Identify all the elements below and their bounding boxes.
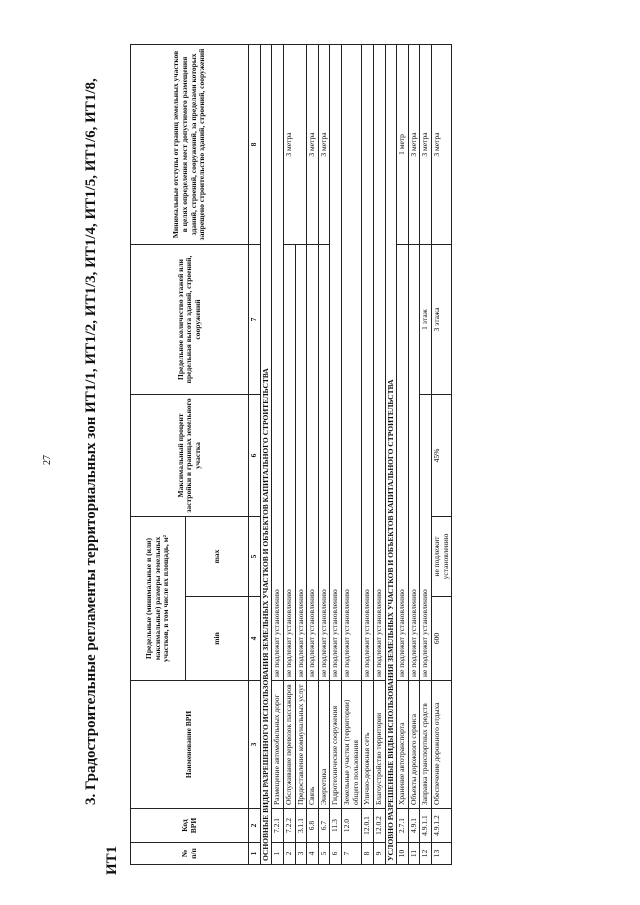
row-name: Гидротехнические сооружения bbox=[330, 681, 342, 809]
table-row bbox=[408, 44, 420, 864]
row-code: 12.0 bbox=[342, 809, 362, 843]
row-code: 2.7.1 bbox=[397, 809, 409, 843]
regulations-table bbox=[130, 44, 452, 865]
row-code: 3.1.1 bbox=[295, 809, 307, 843]
row-number: 9 bbox=[373, 843, 385, 865]
row-value: не подлежит установлению bbox=[307, 244, 319, 680]
row-name: Связь bbox=[307, 681, 319, 809]
row-name: Предоставление коммунальных услуг bbox=[295, 681, 307, 809]
row-number: 12 bbox=[420, 843, 432, 865]
header-max: max bbox=[186, 516, 249, 596]
header-build-percent: Максимальный процент застройки в границах земельного участка bbox=[131, 394, 249, 516]
row-code: 12.0.2 bbox=[373, 809, 385, 843]
table-row bbox=[272, 44, 284, 864]
col-number: 8 bbox=[249, 44, 261, 244]
row-floors: 3 этажа bbox=[432, 244, 452, 394]
row-name: Размещение автомобильных дорог bbox=[272, 681, 284, 809]
row-value: не подлежит установлению bbox=[373, 44, 385, 680]
row-value: не подлежит установлению bbox=[272, 44, 284, 680]
row-value: не подлежит установлению bbox=[283, 244, 295, 680]
document-title: 3. Градостроительные регламенты территориальных зон ИТ1/1, ИТ1/2, ИТ1/3, ИТ1/4, ИТ1/5, ИТ1/6, ИТ1/8, bbox=[83, 78, 99, 805]
row-name: Хранение автотранспорта bbox=[397, 681, 409, 809]
document-title-continued: ИТ1 bbox=[104, 845, 120, 875]
row-setback: 1 метр bbox=[397, 44, 409, 244]
table-row bbox=[397, 44, 409, 864]
row-value: не подлежит установлению bbox=[295, 244, 307, 680]
row-number: 10 bbox=[397, 843, 409, 865]
header-setback: Минимальные отступы от границ земельных участков в целях определения мест допустимого размещения зданий, строений, сооружений, за пределами которых запрещено строительство зданий, строений, сооружений bbox=[131, 44, 249, 244]
row-setback: 3 метра bbox=[420, 44, 432, 244]
row-code: 4.9.1.2 bbox=[432, 809, 452, 843]
col-number: 3 bbox=[249, 681, 261, 809]
header-min: min bbox=[186, 597, 249, 681]
row-code: 4.9.1 bbox=[408, 809, 420, 843]
table-row bbox=[420, 44, 432, 864]
row-number: 5 bbox=[318, 843, 330, 865]
col-number: 6 bbox=[249, 394, 261, 516]
table-row bbox=[432, 44, 452, 864]
row-code: 6.7 bbox=[318, 809, 330, 843]
col-number: 2 bbox=[249, 809, 261, 843]
table-row bbox=[362, 44, 374, 864]
row-name: Обслуживание перевозок пассажиров bbox=[283, 681, 295, 809]
row-number: 3 bbox=[295, 843, 307, 865]
header-code: Код ВРИ bbox=[131, 809, 249, 843]
col-number: 5 bbox=[249, 516, 261, 596]
row-code: 7.2.2 bbox=[283, 809, 295, 843]
row-value: не подлежит установлению bbox=[408, 244, 420, 680]
row-number: 1 bbox=[272, 843, 284, 865]
row-code: 4.9.1.1 bbox=[420, 809, 432, 843]
row-name: Обеспечение дорожного отдыха bbox=[432, 681, 452, 809]
section-row-conditional bbox=[385, 44, 397, 864]
row-code: 7.2.1 bbox=[272, 809, 284, 843]
row-max: не подлежит установлению bbox=[432, 516, 452, 596]
section-title: ОСНОВНЫЕ ВИДЫ РАЗРЕШЕННОГО ИСПОЛЬЗОВАНИЯ ЗЕМЕЛЬНЫХ УЧАСТКОВ И ОБЪЕКТОВ КАПИТАЛЬНОГО СТРОИТЕЛЬСТВА bbox=[260, 44, 272, 864]
row-setback: 3 метра bbox=[408, 44, 420, 244]
row-floors: 1 этаж bbox=[420, 244, 432, 394]
row-min: 600 bbox=[432, 597, 452, 681]
header-plot-size: Предельные (минимальные и (или) максимальные) размеры земельных участков, в том числе их площадь, м² bbox=[131, 516, 186, 680]
row-number: 8 bbox=[362, 843, 374, 865]
table-row bbox=[330, 44, 342, 864]
row-number: 11 bbox=[408, 843, 420, 865]
table-row bbox=[307, 44, 319, 864]
header-floors: Предельное количество этажей или предельная высота зданий, строений, сооружений bbox=[131, 244, 249, 394]
section-title: УСЛОВНО РАЗРЕШЕННЫЕ ВИДЫ ИСПОЛЬЗОВАНИЯ ЗЕМЕЛЬНЫХ УЧАСТКОВ И ОБЪЕКТОВ КАПИТАЛЬНОГО СТРОИТЕЛЬСТВА bbox=[385, 44, 397, 864]
column-number-row bbox=[249, 44, 261, 864]
col-number: 7 bbox=[249, 244, 261, 394]
row-number: 2 bbox=[283, 843, 295, 865]
header-name: Наименование ВРИ bbox=[131, 681, 249, 809]
row-number: 13 bbox=[432, 843, 452, 865]
row-number: 4 bbox=[307, 843, 319, 865]
row-setback: 3 метра bbox=[318, 44, 330, 244]
row-value: не подлежит установлению bbox=[318, 244, 330, 680]
row-code: 12.0.1 bbox=[362, 809, 374, 843]
row-name: Улично-дорожная сеть bbox=[362, 681, 374, 809]
page-number: 27 bbox=[42, 455, 53, 465]
row-number: 7 bbox=[342, 843, 362, 865]
row-name: Заправка транспортных средств bbox=[420, 681, 432, 809]
table-row bbox=[283, 44, 295, 864]
row-setback: 3 метра bbox=[307, 44, 319, 244]
row-name: Объекты дорожного сервиса bbox=[408, 681, 420, 809]
header-no: № п/п bbox=[131, 843, 249, 865]
table-row bbox=[318, 44, 330, 864]
table-row bbox=[342, 44, 362, 864]
section-row-main bbox=[260, 44, 272, 864]
row-value: не подлежит установлению bbox=[362, 44, 374, 680]
row-value: не подлежит установлению bbox=[397, 244, 409, 680]
row-value: не подлежит установлению bbox=[342, 44, 362, 680]
row-setback: 3 метра bbox=[432, 44, 452, 244]
row-number: 6 bbox=[330, 843, 342, 865]
row-code: 6.8 bbox=[307, 809, 319, 843]
row-value: не подлежит установлению bbox=[330, 44, 342, 680]
row-code: 11.3 bbox=[330, 809, 342, 843]
row-name: Энергетика bbox=[318, 681, 330, 809]
row-name: Земельные участки (территории) общего пользования bbox=[342, 681, 362, 809]
row-setback: 3 метра bbox=[283, 44, 306, 244]
row-build-percent: 45% bbox=[432, 394, 452, 516]
col-number: 1 bbox=[249, 843, 261, 865]
row-name: Благоустройство территории bbox=[373, 681, 385, 809]
col-number: 4 bbox=[249, 597, 261, 681]
table-row bbox=[373, 44, 385, 864]
row-value: не подлежит установлению bbox=[420, 394, 432, 680]
